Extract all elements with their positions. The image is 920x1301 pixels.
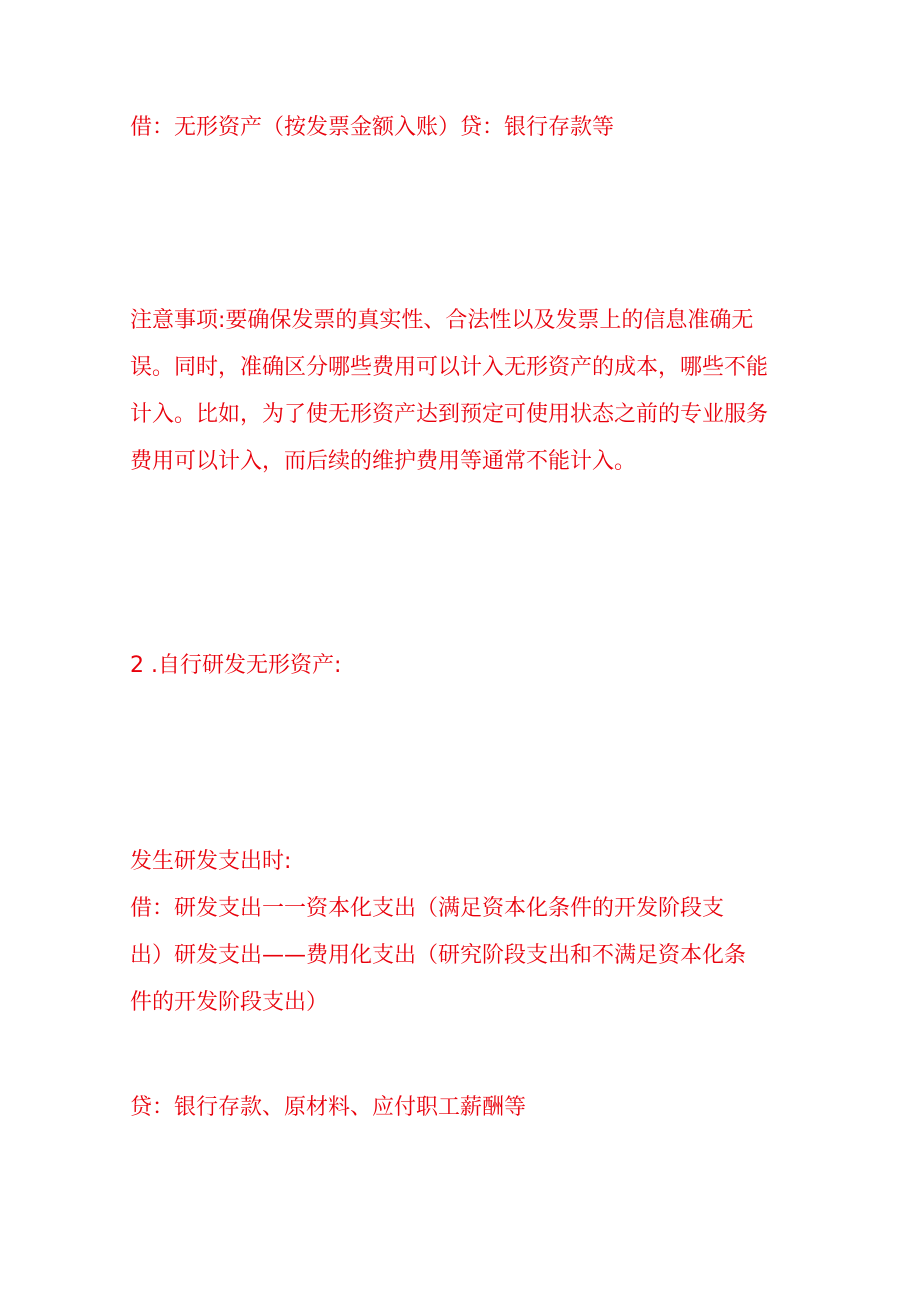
credit-entry-line: 贷：银行存款、原材料、应付职工薪酬等	[130, 1095, 527, 1120]
journal-entry-intangible-purchase: 借：无形资产（按发票金额入账）贷：银行存款等	[130, 115, 615, 140]
rd-entry-line: 出）研发支出——费用化支出（研究阶段支出和不满足资本化条	[130, 943, 747, 968]
rd-entry-line: 件的开发阶段支出）	[130, 990, 329, 1015]
section-heading: 2 .自行研发无形资产:	[130, 653, 342, 678]
rd-entry-paragraph	[130, 838, 810, 1026]
rd-entry-line: 借：研发支出一一资本化支出（满足资本化条件的开发阶段支	[130, 896, 725, 921]
rd-entry-line: 发生研发支出时:	[130, 849, 292, 874]
notes-line: 计入。比如，为了使无形资产达到预定可使用状态之前的专业服务	[130, 402, 769, 427]
notes-line: 误。同时，准确区分哪些费用可以计入无形资产的成本，哪些不能	[130, 355, 769, 380]
notes-line: 注意事项:要确保发票的真实性、合法性以及发票上的信息准确无	[130, 308, 754, 333]
notes-paragraph	[130, 297, 810, 485]
notes-line: 费用可以计入，而后续的维护费用等通常不能计入。	[130, 449, 637, 474]
